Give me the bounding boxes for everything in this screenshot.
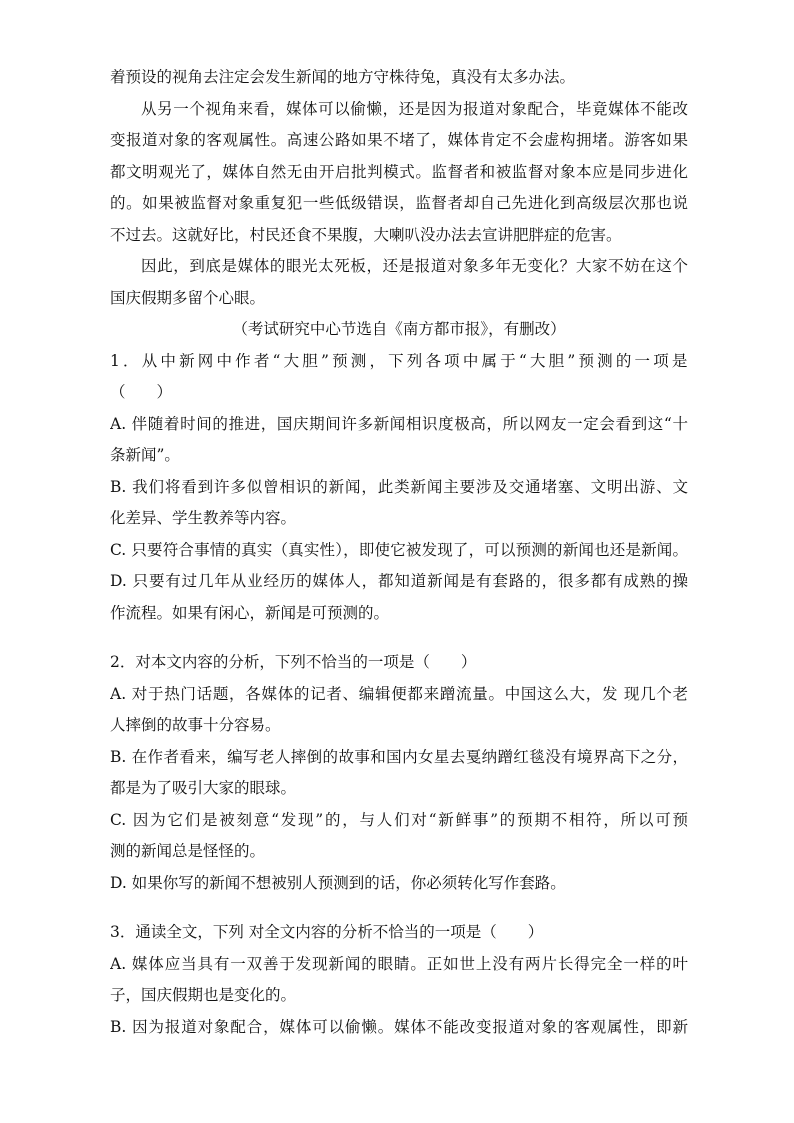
option-a: A. 媒体应当具有一双善于发现新闻的眼睛。正如世上没有两片长得完全一样的叶	[110, 954, 688, 973]
option-d: D. 只要有过几年从业经历的媒体人，都知道新闻是有套路的，很多都有成熟的操	[110, 572, 688, 590]
option-a: A. 伴随着时间的推进，国庆期间许多新闻相识度极高，所以网友一定会看到这“十	[110, 414, 688, 433]
paragraph-line: 的。如果被监督对象重复犯一些低级错误，监督者却自己先进化到高级层次那也说	[110, 194, 688, 212]
option-b: B. 因为报道对象配合，媒体可以偷懒。媒体不能改变报道对象的客观属性，即新	[110, 1017, 688, 1036]
paragraph-2	[110, 94, 688, 252]
paragraph-line: 着预设的视角去注定会发生新闻的地方守株待兔，真没有太多办法。	[110, 68, 576, 86]
option-b: B. 我们将看到许多似曾相识的新闻，此类新闻主要涉及交通堵塞、文明出游、文	[110, 477, 688, 496]
question-3	[110, 917, 688, 1043]
question-2	[110, 647, 688, 899]
source-citation: （考试研究中心节选自《南方都市报》，有删改）	[232, 320, 566, 338]
paragraph-line: 因此，到底是媒体的眼光太死板，还是报道对象多年无变化？大家不妨在这个	[141, 257, 688, 275]
document-page	[110, 62, 688, 1043]
option-d: D. 如果你写的新闻不想被别人预测到的话，你必须转化写作套路。	[110, 873, 566, 892]
option-b-cont: 都是为了吸引大家的眼球。	[110, 779, 297, 797]
option-c-cont: 测的新闻总是怪怪的。	[110, 842, 266, 860]
question-stem: 1．从中新网中作者“大胆”预测，下列各项中属于“大胆”预测的一项是	[110, 351, 688, 370]
question-stem: 2．对本文内容的分析，下列不恰当的一项是（ ）	[110, 653, 477, 671]
paragraph-3	[110, 251, 688, 314]
paragraph-line: 变报道对象的客观属性。高速公路如果不堵了，媒体肯定不会虚构拥堵。游客如果	[110, 131, 688, 149]
option-c: C. 只要符合事情的真实（真实性），即使它被发现了，可以预测的新闻也还是新闻。	[110, 540, 688, 559]
spacer	[110, 899, 688, 917]
paragraph-line: 不过去。这就好比，村民还食不果腹，大喇叭没办法去宣讲肥胖症的危害。	[110, 225, 622, 244]
option-b-cont: 化差异、学生教养等内容。	[110, 509, 297, 527]
option-a-cont: 子，国庆假期也是变化的。	[110, 986, 297, 1004]
answer-bracket: （ ）	[110, 383, 173, 401]
option-d-cont: 作流程。如果有闲心，新闻是可预测的。	[110, 603, 390, 622]
paragraph-line: 都文明观光了，媒体自然无由开启批判模式。监督者和被监督对象本应是同步进化	[110, 162, 688, 181]
question-stem: 3．通读全文，下列 对全文内容的分析不恰当的一项是（ ）	[110, 923, 544, 941]
paragraph-line: 从另一个视角来看，媒体可以偷懒，还是因为报道对象配合，毕竟媒体不能改	[141, 99, 688, 118]
option-a-cont: 人摔倒的故事十分容易。	[110, 716, 281, 734]
option-c: C. 因为它们是被刻意“发现”的，与人们对“新鲜事”的预期不相符，所以可预	[110, 810, 688, 829]
question-1	[110, 346, 688, 630]
option-a: A. 对于热门话题，各媒体的记者、编辑便都来蹭流量。中国这么大，发 现几个老	[110, 684, 688, 703]
paragraph-line: 国庆假期多留个心眼。	[110, 288, 266, 307]
option-b: B. 在作者看来，编写老人摔倒的故事和国内女星去戛纳蹭红毯没有境界高下之分，	[110, 747, 688, 766]
spacer	[110, 629, 688, 647]
option-a-cont: 条新闻”。	[110, 446, 180, 464]
